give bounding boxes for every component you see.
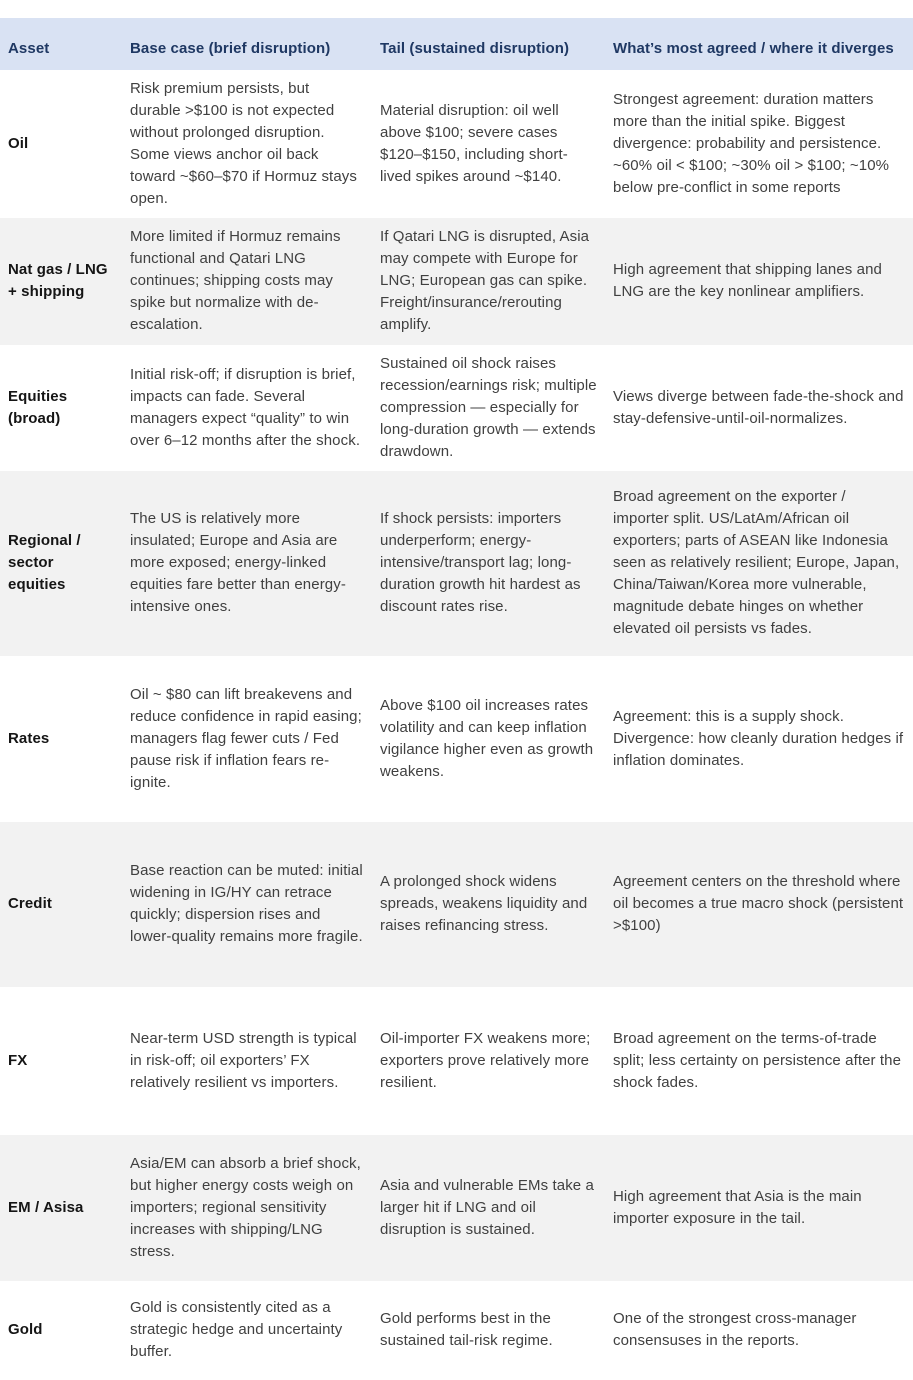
agreed-cell: High agreement that shipping lanes and LNG are the key nonlinear amplifiers. — [605, 218, 913, 344]
table-row-credit — [0, 822, 913, 987]
asset-cell: Gold — [8, 1321, 43, 1339]
tail-cell: Oil-importer FX weakens more; exporters prove relatively more resilient. — [380, 1029, 591, 1091]
column-header-tail: Tail (sustained disruption) — [372, 18, 605, 70]
tail-cell: Above $100 oil increases rates volatility and can keep inflation vigilance higher even as growth weakens. — [380, 696, 594, 780]
asset-cell: Nat gas / LNG + shipping — [0, 218, 122, 344]
agreed-cell: One of the strongest cross-manager consensuses in the reports. — [613, 1310, 857, 1350]
asset-cell: FX — [8, 1051, 28, 1069]
tail-cell: A prolonged shock widens spreads, weakens liquidity and raises refinancing stress. — [372, 822, 605, 987]
agreed-cell: Broad agreement on the exporter / importer split. US/LatAm/African oil exporters; parts of ASEAN like Indonesia seen as relatively resilient; Europe, Japan, China/Taiwan/Korea more vulnerable, magnitude debate hinges on whether elevated oil persists vs fades. — [605, 471, 913, 656]
table-row-gold — [0, 1281, 913, 1380]
base-case-cell: Initial risk-off; if disruption is brief, impacts can fade. Several managers expect “quality” to win over 6–12 months after the shock. — [130, 365, 361, 449]
tail-cell: Asia and vulnerable EMs take a larger hit if LNG and oil disruption is sustained. — [372, 1135, 605, 1281]
tail-cell: If shock persists: importers underperform; energy-intensive/transport lag; long-duration growth hit hardest as discount rates rise. — [372, 471, 605, 656]
base-case-cell: Asia/EM can absorb a brief shock, but higher energy costs weigh on importers; regional sensitivity increases with shipping/LNG stress. — [122, 1135, 372, 1281]
table-row-fx — [0, 987, 913, 1135]
column-header-base-case: Base case (brief disruption) — [122, 18, 372, 70]
base-case-cell: Gold is consistently cited as a strategic hedge and uncertainty buffer. — [130, 1299, 343, 1361]
agreed-cell: Strongest agreement: duration matters more than the initial spike. Biggest divergence: probability and persistence. ~60% oil < $100; ~30% oil > $100; ~10% below pre-conflict in some reports — [613, 91, 890, 197]
table-header — [0, 18, 913, 70]
tail-cell: Material disruption: oil well above $100; severe cases $120–$150, including short-lived spikes around ~$140. — [380, 102, 568, 186]
table-row-regional-sector-equities — [0, 471, 913, 656]
tail-cell: If Qatari LNG is disrupted, Asia may compete with Europe for LNG; European gas can spike. Freight/insurance/rerouting amplify. — [372, 218, 605, 344]
column-header-agreed: What’s most agreed / where it diverges — [605, 18, 913, 70]
table-row-em-asia — [0, 1135, 913, 1281]
table-row-equities-broad — [0, 345, 913, 471]
agreed-cell: High agreement that Asia is the main importer exposure in the tail. — [605, 1135, 913, 1281]
base-case-cell: Risk premium persists, but durable >$100 is not expected without prolonged disruption. Some views anchor oil back toward ~$60–$70 if Hormuz stays open. — [130, 80, 357, 208]
asset-cell: Credit — [0, 822, 122, 987]
base-case-cell: Near-term USD strength is typical in risk-off; oil exporters’ FX relatively resilient vs importers. — [130, 1029, 357, 1091]
table-row-rates — [0, 656, 913, 822]
column-header-asset: Asset — [0, 18, 122, 70]
agreed-cell: Views diverge between fade-the-shock and stay-defensive-until-oil-normalizes. — [613, 387, 904, 427]
asset-cell: Oil — [8, 135, 29, 153]
agreed-cell: Agreement: this is a supply shock. Divergence: how cleanly duration hedges if inflation dominates. — [613, 707, 904, 769]
asset-cell: Equities (broad) — [8, 387, 68, 427]
asset-comparison-table — [0, 18, 913, 1380]
table-row-nat-gas — [0, 218, 913, 344]
agreed-cell: Agreement centers on the threshold where oil becomes a true macro shock (persistent >$100) — [605, 822, 913, 987]
asset-cell: EM / Asisa — [0, 1135, 122, 1281]
header-row — [0, 18, 913, 70]
base-case-cell: More limited if Hormuz remains functional and Qatari LNG continues; shipping costs may spike but normalize with de-escalation. — [122, 218, 372, 344]
tail-cell: Sustained oil shock raises recession/earnings risk; multiple compression — especially for long-duration growth — extends drawdown. — [380, 354, 597, 460]
asset-cell: Rates — [8, 729, 50, 747]
base-case-cell: Base reaction can be muted: initial widening in IG/HY can retrace quickly; dispersion rises and lower-quality remains more fragile. — [122, 822, 372, 987]
tail-cell: Gold performs best in the sustained tail-risk regime. — [380, 1310, 553, 1350]
asset-cell: Regional / sector equities — [0, 471, 122, 656]
base-case-cell: Oil ~ $80 can lift breakevens and reduce confidence in rapid easing; managers flag fewer cuts / Fed pause risk if inflation fears re-ignite. — [130, 685, 362, 791]
table-row-oil — [0, 70, 913, 218]
agreed-cell: Broad agreement on the terms-of-trade split; less certainty on persistence after the shock fades. — [613, 1029, 902, 1091]
base-case-cell: The US is relatively more insulated; Europe and Asia are more exposed; energy-linked equities fare better than energy-intensive ones. — [122, 471, 372, 656]
